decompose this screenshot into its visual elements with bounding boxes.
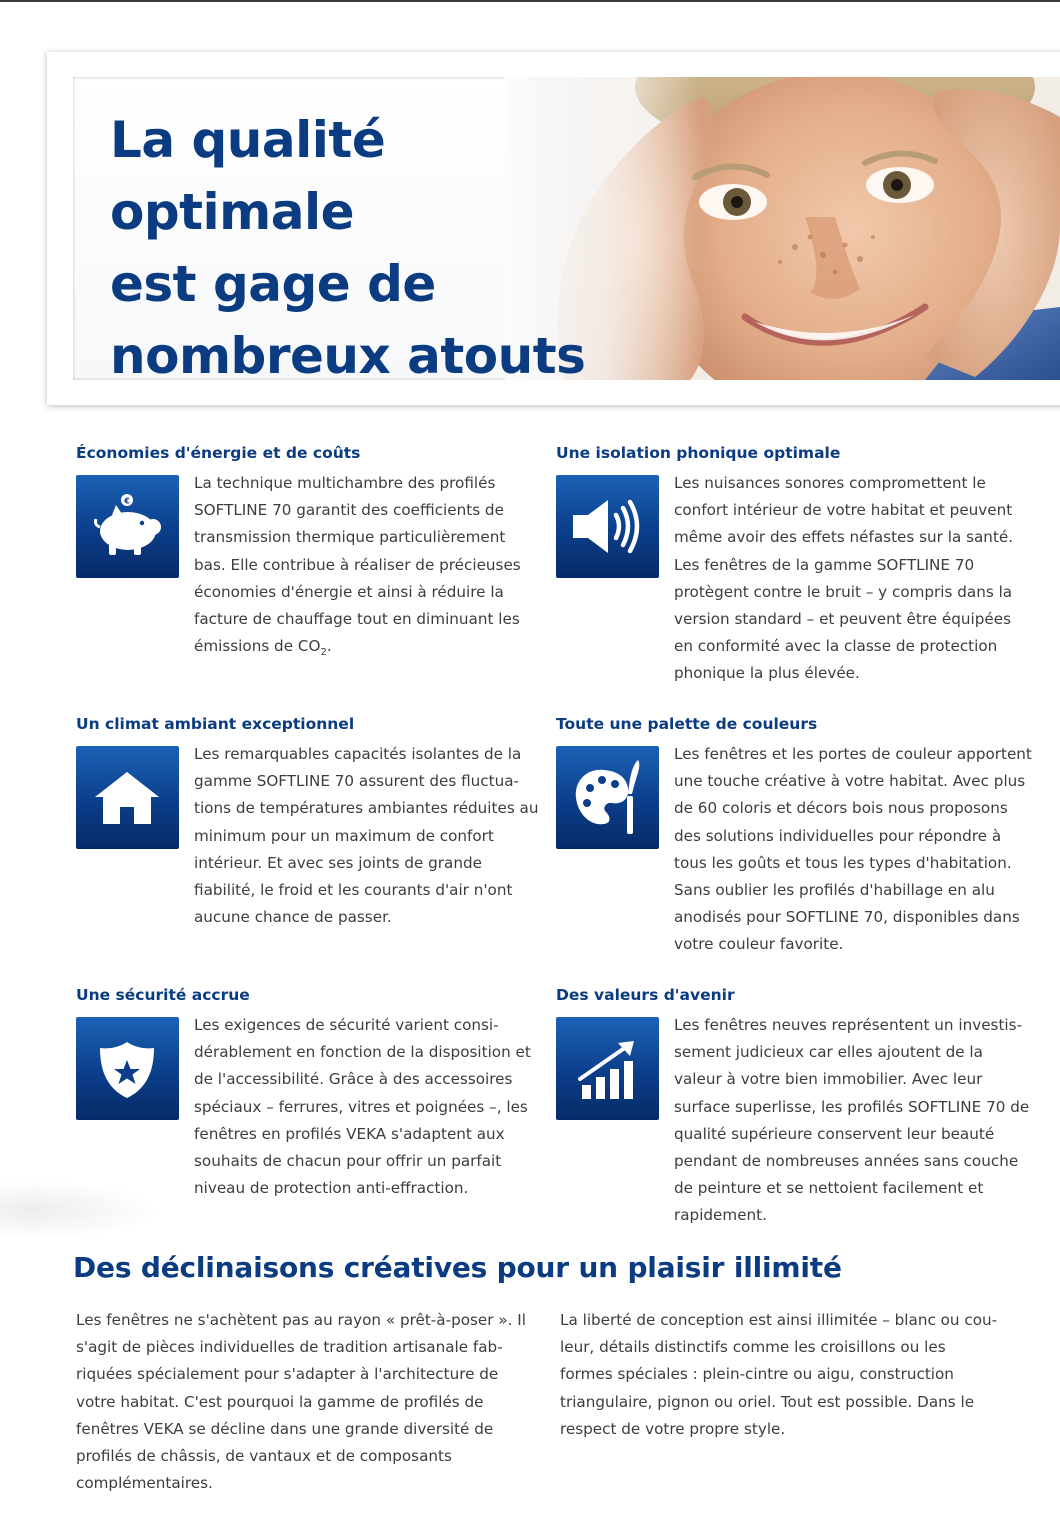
- page-headline: [110, 104, 630, 392]
- section-column-left: Les fenêtres ne s'achètent pas au rayon « prêt-à-poser ». Il s'agit de pièces individuelles de tradition artisanale fabriquées spécialement pour s'adapter à l'architecture de votre habitat. C'est pourquoi la gamme de profilés de fenêtres VEKA se décline dans une grande diversité de profilés de châssis, de vantaux et de composants complémentaires.: [76, 1311, 526, 1493]
- palette-icon: [556, 746, 659, 849]
- growth-chart-icon: [556, 1017, 659, 1120]
- feature-security: [76, 985, 546, 1198]
- feature-text: Les exigences de sécurité varient considérablement en fonction de la disposition et de l'accessibilité. Grâce à des accessoires spéciaux – ferrures, vitres et poignées –, les fenêtres en profilés VEKA s'adaptent aux souhaits de chacun pour offrir un parfait niveau de protection anti-effraction.: [194, 1016, 531, 1198]
- top-rule: [0, 0, 1060, 2]
- background-shadow: [0, 1180, 160, 1240]
- house-icon: [76, 746, 179, 849]
- feature-title: Une sécurité accrue: [76, 986, 250, 1004]
- headline-line-2: est gage de: [110, 255, 436, 313]
- feature-climate: [76, 714, 546, 927]
- feature-text: Les remarquables capacités isolantes de la gamme SOFTLINE 70 assurent des fluctuations de températures ambiantes réduites au minimum pour un maximum de confort intérieur. Et avec ses joints de grande fiabilité, le froid et les courants d'air n'ont aucune chance de passer.: [194, 745, 539, 927]
- feature-text: Les fenêtres et les portes de couleur apportent une touche créative à votre habitat. Avec plus de 60 coloris et décors bois nous proposons des solutions individuelles pour répondre à tous les goûts et tous les types d'habitation. Sans oublier les profilés d'habillage en alu anodisés pour SOFTLINE 70, disponibles dans votre couleur favorite.: [674, 745, 1032, 954]
- feature-title: Économies d'énergie et de coûts: [76, 444, 361, 462]
- feature-color-palette: [556, 714, 1032, 954]
- feature-text: Les nuisances sonores compromettent le confort intérieur de votre habitat et peuvent même avoir des effets néfastes sur la santé. Les fenêtres de la gamme SOFTLINE 70 protègent contre le bruit – y compris dans la version standard – et peuvent être équipées en conformité avec la classe de protection phonique la plus élevée.: [674, 474, 1014, 683]
- headline-line-1: La qualité optimale: [110, 111, 386, 241]
- feature-text: La technique multichambre des profilés SOFTLINE 70 garantit des coefficients de transmission thermique particulièrement bas. Elle contribue à réaliser de précieuses économies d'énergie et ainsi à réduire la facture de chauffage tout en diminuant les émissions de $CO_2$.: [194, 474, 521, 659]
- section-title: Des déclinaisons créatives pour un plaisir illimité: [73, 1251, 842, 1284]
- feature-title: Un climat ambiant exceptionnel: [76, 715, 355, 733]
- piggy-bank-icon: [76, 475, 179, 578]
- co2-subscript: 2: [320, 647, 327, 659]
- feature-text: Les fenêtres neuves représentent un investissement judicieux car elles ajoutent de la valeur à votre bien immobilier. Avec leur surface superlisse, les profilés SOFTLINE 70 de qualité supérieure conservent leur beauté pendant de nombreuses années sans couche de peinture et se nettoient facilement et rapidement.: [674, 1016, 1030, 1225]
- feature-future-value: [556, 985, 1030, 1225]
- headline-line-3: nombreux atouts: [110, 327, 586, 385]
- shield-star-icon: [76, 1017, 179, 1120]
- feature-energy-savings: [76, 443, 546, 659]
- feature-title: Des valeurs d'avenir: [556, 986, 735, 1004]
- svg-text:€: €: [124, 496, 130, 506]
- speaker-icon: [556, 475, 659, 578]
- section-column-right: La liberté de conception est ainsi illimitée – blanc ou couleur, détails distinctifs comme les croisillons ou les formes spéciales : plein-cintre ou aigu, construction triangulaire, pignon ou oriel. Tout est possible. Dans le respect de votre propre style.: [560, 1311, 998, 1438]
- feature-title: Toute une palette de couleurs: [556, 715, 818, 733]
- feature-sound-insulation: [556, 443, 1026, 683]
- feature-title: Une isolation phonique optimale: [556, 444, 841, 462]
